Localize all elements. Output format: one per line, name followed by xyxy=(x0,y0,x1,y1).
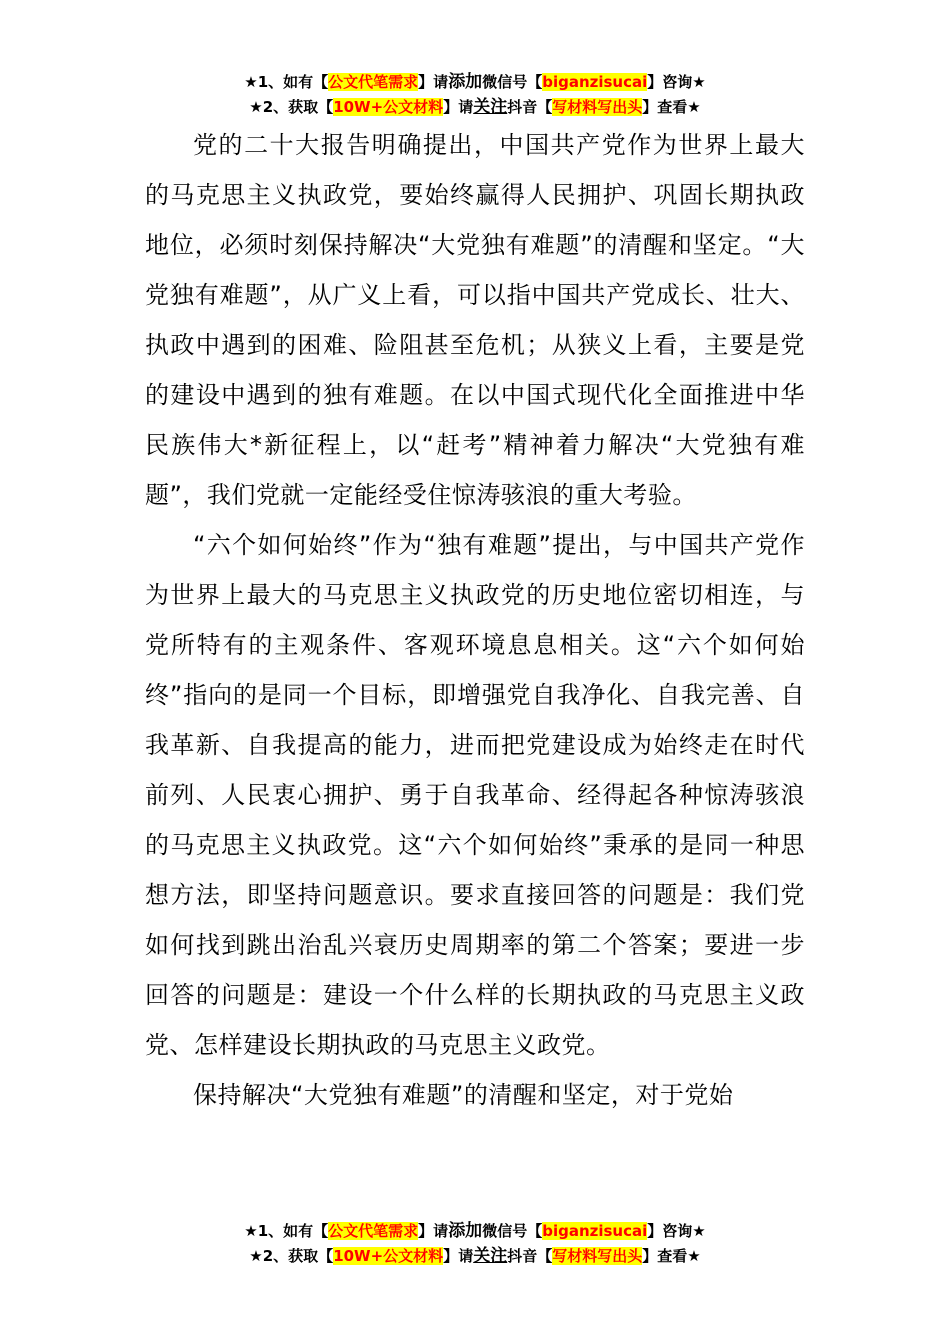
banner-text: 微信号【 xyxy=(482,1222,543,1240)
body-paragraph-1: 党的二十大报告明确提出，中国共产党作为世界上最大的马克思主义执政党，要始终赢得人民拥护、巩固长期执政地位，必须时刻保持解决“大党独有难题”的清醒和坚定。“大党独有难题”，从广义上看，可以指中国共产党成长、壮大、执政中遇到的困难、险阻甚至危机；从狭义上看，主要是党的建设中遇到的独有难题。在以中国式现代化全面推进中华民族伟大*新征程上，以“赶考”精神着力解决“大党独有难题”，我们党就一定能经受住惊涛骇浪的重大考验。 xyxy=(145,131,805,509)
body-paragraph-3: 保持解决“大党独有难题”的清醒和坚定，对于党始 xyxy=(193,1081,734,1109)
header-banner xyxy=(0,70,950,120)
footer-banner xyxy=(0,1219,950,1269)
banner-text: 】咨询★ xyxy=(647,73,706,91)
highlight-wechat-id: biganzisucai xyxy=(542,1222,648,1240)
document-body xyxy=(145,120,805,1120)
banner-line-2 xyxy=(0,1244,950,1269)
banner-text: ★2、获取【 xyxy=(249,1247,334,1265)
banner-text: 】请 xyxy=(418,73,449,91)
banner-text: 】查看★ xyxy=(642,1247,701,1265)
banner-text: 】请 xyxy=(443,1247,474,1265)
banner-line-1 xyxy=(0,70,950,95)
highlight-wechat-id: biganzisucai xyxy=(542,73,648,91)
banner-text: 抖音【 xyxy=(507,98,553,116)
highlight-service: 公文代笔需求 xyxy=(328,1222,419,1240)
banner-emphasis: 添加 xyxy=(448,1221,483,1241)
banner-text: ★2、获取【 xyxy=(249,98,334,116)
banner-text: 】咨询★ xyxy=(647,1222,706,1240)
banner-text: 微信号【 xyxy=(482,73,543,91)
banner-emphasis: 添加 xyxy=(448,72,483,92)
banner-text: ★1、如有【 xyxy=(244,1222,329,1240)
highlight-douyin-account: 写材料写出头 xyxy=(552,98,643,116)
banner-text: 抖音【 xyxy=(507,1247,553,1265)
banner-text: 】请 xyxy=(418,1222,449,1240)
banner-emphasis: 关注 xyxy=(473,97,508,117)
banner-text: 】请 xyxy=(443,98,474,116)
banner-text: 】查看★ xyxy=(642,98,701,116)
body-paragraph-2: “六个如何始终”作为“独有难题”提出，与中国共产党作为世界上最大的马克思主义执政党的历史地位密切相连，与党所特有的主观条件、客观环境息息相关。这“六个如何始终”指向的是同一个目标，即增强党自我净化、自我完善、自我革新、自我提高的能力，进而把党建设成为始终走在时代前列、人民衷心拥护、勇于自我革命、经得起各种惊涛骇浪的马克思主义执政党。这“六个如何始终”秉承的是同一种思想方法，即坚持问题意识。要求直接回答的问题是：我们党如何找到跳出治乱兴衰历史周期率的第二个答案；要进一步回答的问题是：建设一个什么样的长期执政的马克思主义政党、怎样建设长期执政的马克思主义政党。 xyxy=(145,531,805,1059)
banner-line-2 xyxy=(0,95,950,120)
highlight-materials: 10W+公文材料 xyxy=(333,98,444,116)
banner-text: ★1、如有【 xyxy=(244,73,329,91)
banner-line-1 xyxy=(0,1219,950,1244)
highlight-materials: 10W+公文材料 xyxy=(333,1247,444,1265)
highlight-douyin-account: 写材料写出头 xyxy=(552,1247,643,1265)
highlight-service: 公文代笔需求 xyxy=(328,73,419,91)
banner-emphasis: 关注 xyxy=(473,1246,508,1266)
